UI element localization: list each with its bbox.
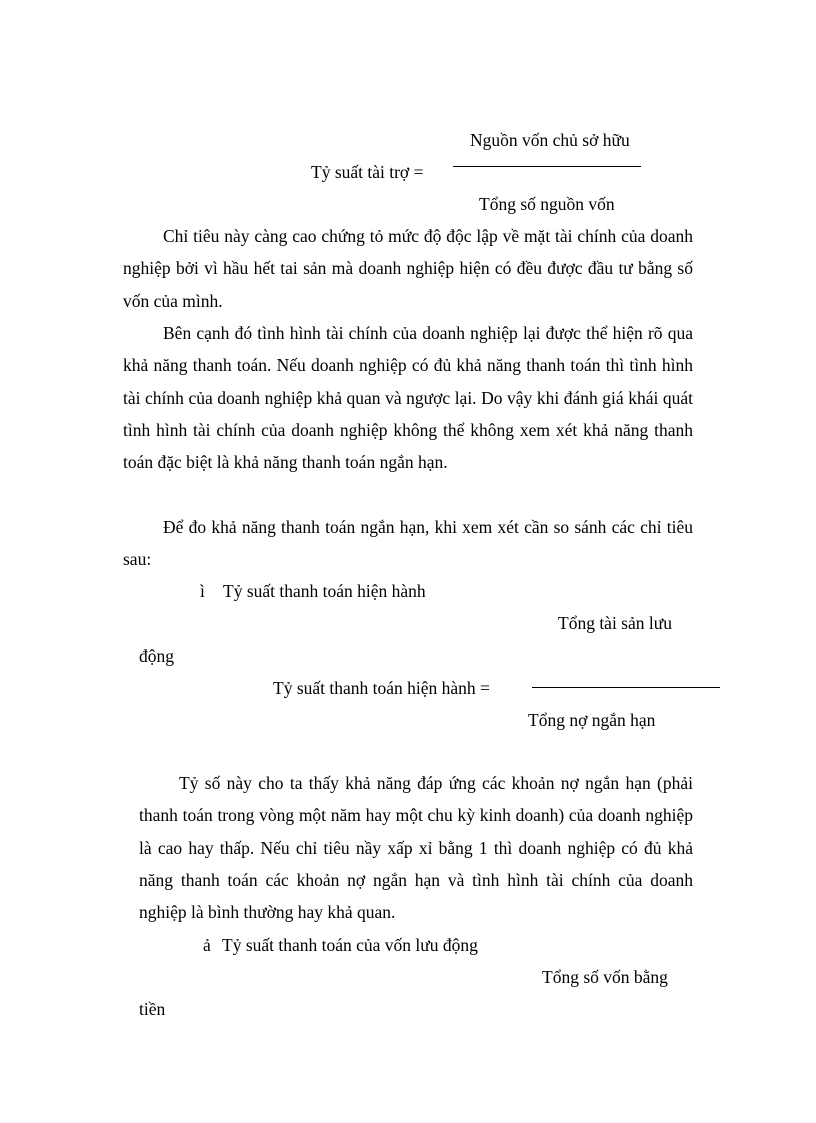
paragraph-1: Chỉ tiêu này càng cao chứng tỏ mức độ độc lập về mặt tài chính của doanh nghiệp bởi vì hầu hết tai sản mà doanh nghiệp hiện có đều được đầu tư bằng số vốn của mình. [123, 226, 693, 311]
formula1-denominator: Tổng số nguồn vốn [479, 194, 615, 214]
item1-bullet: ì [200, 581, 205, 601]
paragraph-2: Bên cạnh đó tình hình tài chính của doanh nghiệp lại được thể hiện rõ qua khả năng thanh toán. Nếu doanh nghiệp có đủ khả năng thanh toán thì tình hình tài chính của doanh nghiệp khả quan và ngược lại. Do vậy khi đánh giá khái quát tình hình tài chính của doanh nghiệp không thể không xem xét khả năng thanh toán đặc biệt là khả năng thanh toán ngắn hạn. [123, 323, 693, 473]
formula3-numerator-line1: Tổng số vốn bằng [542, 967, 668, 987]
formula2-numerator-line1: Tổng tài sản lưu [558, 613, 672, 633]
formula2-numerator-line2: động [139, 646, 174, 666]
formula2-fraction-line [532, 687, 720, 688]
item2-title: Tỷ suất thanh toán của vốn lưu động [222, 935, 478, 955]
paragraph-3: Để đo khả năng thanh toán ngắn hạn, khi xem xét cần so sánh các chỉ tiêu sau: [123, 517, 693, 570]
item1-title: Tỷ suất thanh toán hiện hành [223, 581, 426, 601]
paragraph-4: Tỷ số này cho ta thấy khả năng đáp ứng các khoản nợ ngắn hạn (phải thanh toán trong vòng một năm hay một chu kỳ kinh doanh) của doanh nghiệp là cao hay thấp. Nếu chỉ tiêu nầy xấp xỉ bằng 1 thì doanh nghiệp có đủ khả năng thanh toán các khoản nợ ngắn hạn và tình hình tài chính của doanh nghiệp là bình thường hay khả quan. [139, 773, 693, 923]
formula2-label: Tỷ suất thanh toán hiện hành = [273, 678, 490, 698]
formula1-numerator: Nguồn vốn chủ sở hữu [470, 130, 630, 150]
formula1-fraction-line [453, 166, 641, 167]
formula2-denominator: Tổng nợ ngắn hạn [528, 710, 656, 730]
formula1-label: Tỷ suất tài trợ = [311, 162, 424, 182]
item2-bullet: ả [203, 935, 211, 955]
formula3-numerator-line2: tiền [139, 999, 166, 1019]
